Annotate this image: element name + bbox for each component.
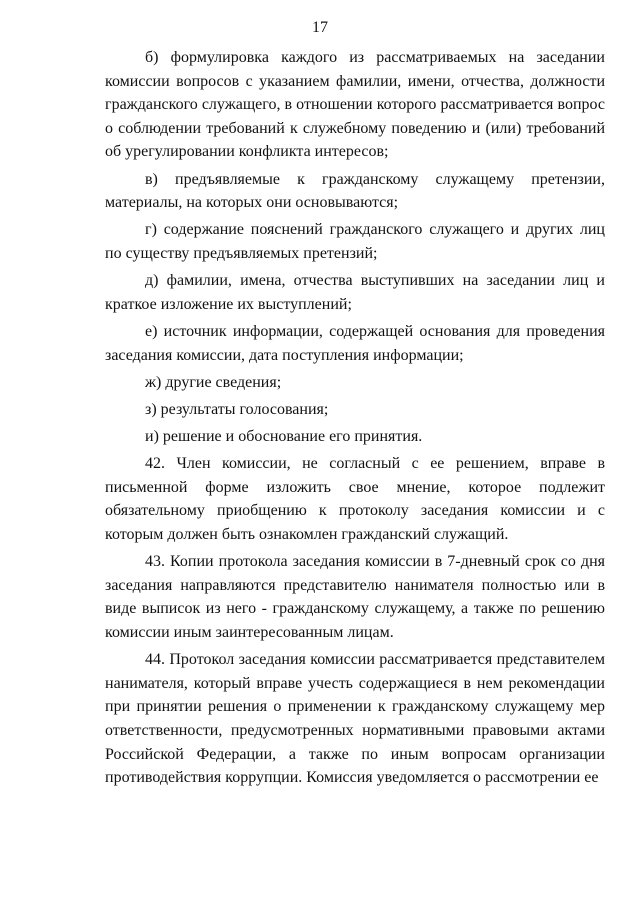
- paragraph-item-b: б) формулировка каждого из рассматриваемых на заседании комиссии вопросов с указанием фамилии, имени, отчества, должности гражданского служащего, в отношении которого рассматривается вопрос о соблюдении требований к служебному поведению и (или) требований об урегулировании конфликта интересов;: [105, 49, 605, 161]
- document-body: [105, 46, 605, 793]
- paragraph-44: 44. Протокол заседания комиссии рассматривается представителем нанимателя, который вправе учесть содержащиеся в нем рекомендации при принятии решения о применении к гражданскому служащему мер ответственности, предусмотренных нормативными правовыми актами Российской Федерации, а также по иным вопросам организации противодействия коррупции. Комиссия уведомляется о рассмотрении ее: [105, 651, 605, 787]
- paragraph-43: 43. Копии протокола заседания комиссии в 7-дневный срок со дня заседания направляются представителю нанимателя полностью или в виде выписок из него - гражданскому служащему, а также по решению комиссии иным заинтересованным лицам.: [105, 553, 605, 641]
- paragraph-item-z: з) результаты голосования;: [145, 400, 329, 418]
- paragraph-42: 42. Член комиссии, не согласный с ее решением, вправе в письменной форме изложить свое мнение, которое подлежит обязательному приобщению к протоколу заседания комиссии и с которым должен быть ознакомлен гражданский служащий.: [105, 455, 605, 544]
- paragraph-item-d: д) фамилии, имена, отчества выступивших на заседании лиц и краткое изложение их выступлений;: [105, 272, 605, 313]
- page-number: 17: [312, 19, 328, 36]
- paragraph-item-zh: ж) другие сведения;: [145, 373, 282, 391]
- paragraph-item-g: г) содержание пояснений гражданского служащего и других лиц по существу предъявляемых претензий;: [105, 221, 605, 262]
- paragraph-item-e: е) источник информации, содержащей основания для проведения заседания комиссии, дата поступления информации;: [105, 322, 605, 364]
- paragraph-item-v: в) предъявляемые к гражданскому служащему претензии, материалы, на которых они основываются;: [105, 170, 605, 212]
- paragraph-item-i: и) решение и обоснование его принятия.: [145, 428, 423, 446]
